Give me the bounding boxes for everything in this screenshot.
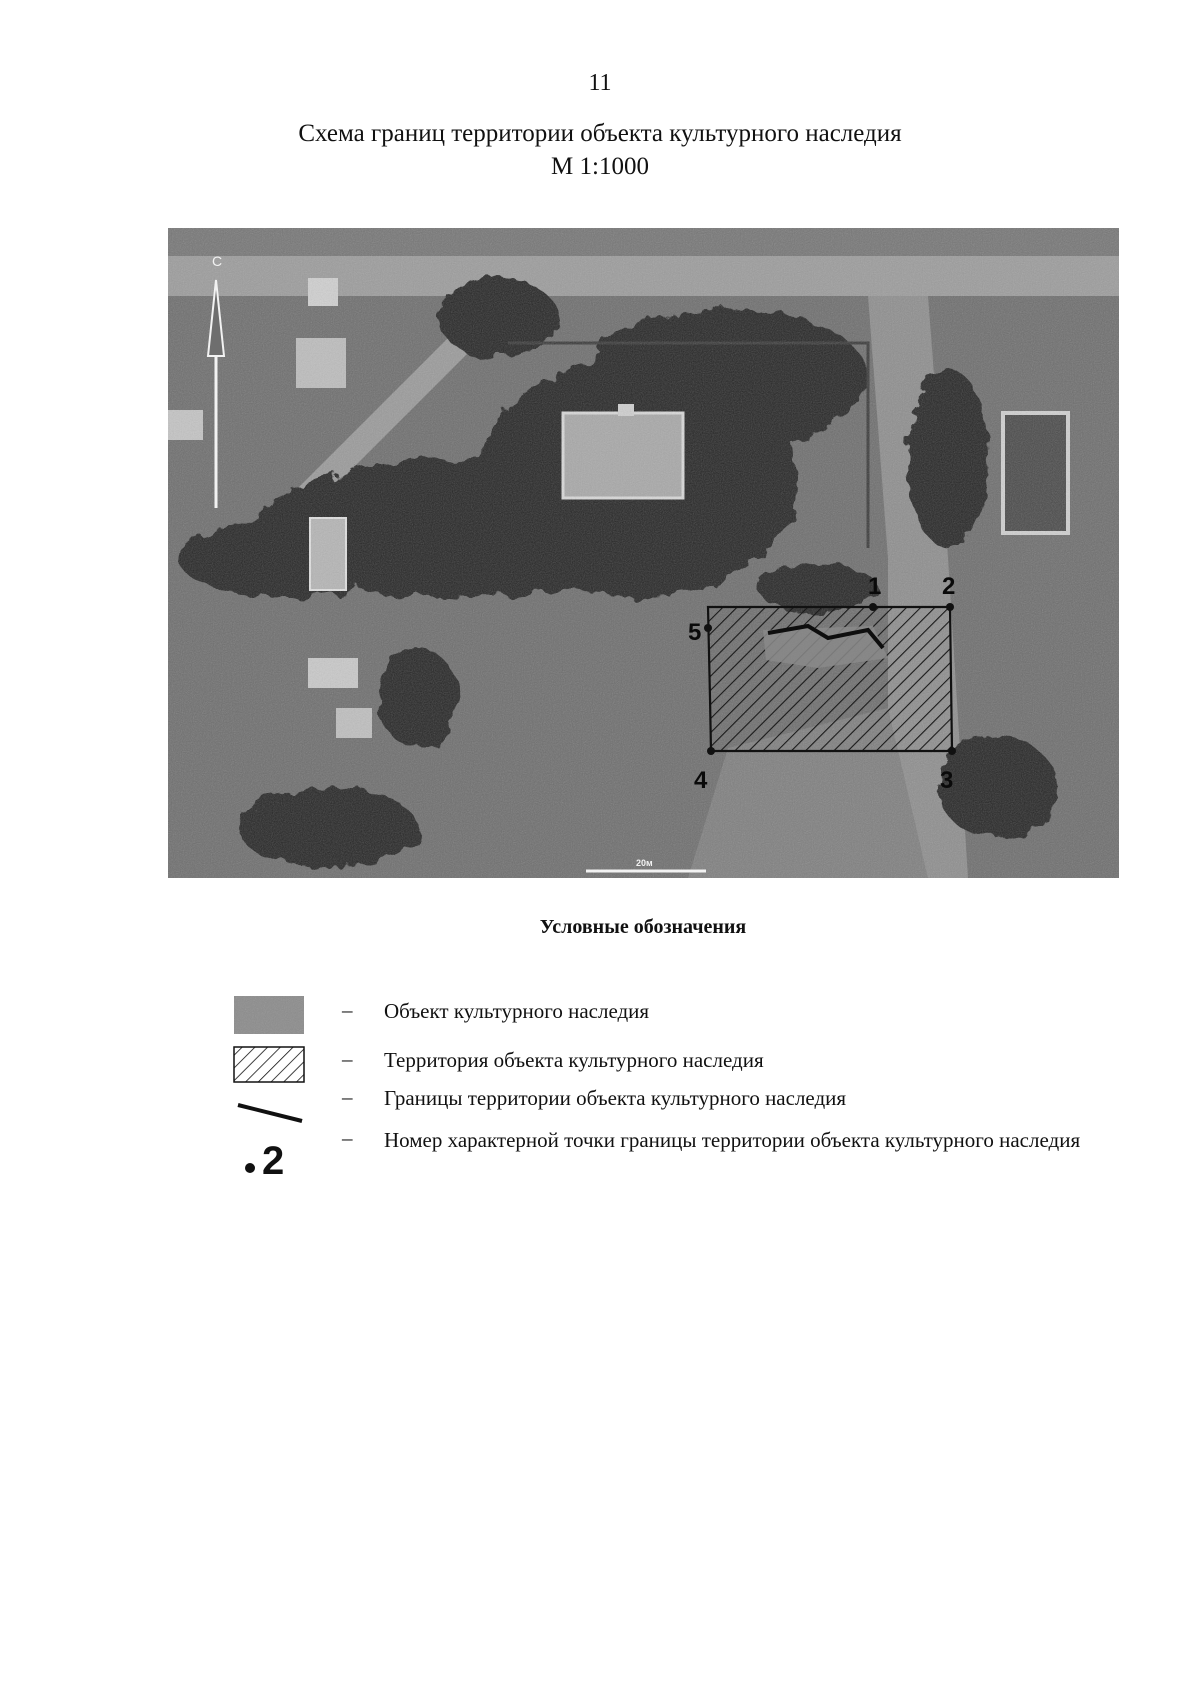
boundary-point-4	[707, 747, 715, 755]
legend-dash: –	[342, 1126, 353, 1150]
grey-fill-swatch-icon	[230, 996, 305, 1036]
boundary-point-2	[946, 603, 954, 611]
point-number-symbol-text: 2	[262, 1139, 285, 1182]
legend-text: Границы территории объекта культурного наследия	[384, 1086, 847, 1110]
title-line-2: М 1:1000	[551, 153, 649, 180]
legend-title: Условные обозначения	[539, 916, 747, 938]
legend-dash: –	[342, 1085, 353, 1109]
legend-text: Объект культурного наследия	[384, 999, 650, 1023]
boundary-point-3	[948, 747, 956, 755]
north-label: С	[212, 253, 223, 269]
legend-item-territory	[230, 1046, 1120, 1086]
aerial-map-canvas	[168, 228, 1119, 878]
boundary-point-1	[869, 603, 877, 611]
legend-item-point-number	[230, 1126, 1120, 1196]
legend-item-object	[230, 996, 1120, 1036]
boundary-point-label-4: 4	[694, 767, 708, 794]
boundary-point-label-2: 2	[942, 573, 956, 600]
page-title	[0, 117, 1200, 183]
title-line-1: Схема границ территории объекта культурного наследия	[298, 120, 902, 147]
boundary-point-label-1: 1	[868, 573, 882, 600]
legend-item-boundary	[230, 1085, 1120, 1125]
hatched-swatch-icon	[230, 1046, 305, 1086]
scale-bar-label: 20м	[636, 858, 653, 868]
boundary-line-icon	[230, 1085, 310, 1125]
page-number: 11	[588, 70, 612, 96]
legend-text: Территория объекта культурного наследия	[384, 1048, 764, 1072]
boundary-point-label-5: 5	[688, 619, 702, 646]
legend-text: Номер характерной точки границы территории объекта культурного наследия	[384, 1128, 1081, 1152]
legend-dash: –	[342, 998, 353, 1022]
boundary-point-5	[704, 624, 712, 632]
point-number-icon	[230, 1126, 310, 1182]
legend-dash: –	[342, 1047, 353, 1071]
aerial-map	[168, 228, 1119, 878]
boundary-point-label-3: 3	[940, 767, 954, 794]
